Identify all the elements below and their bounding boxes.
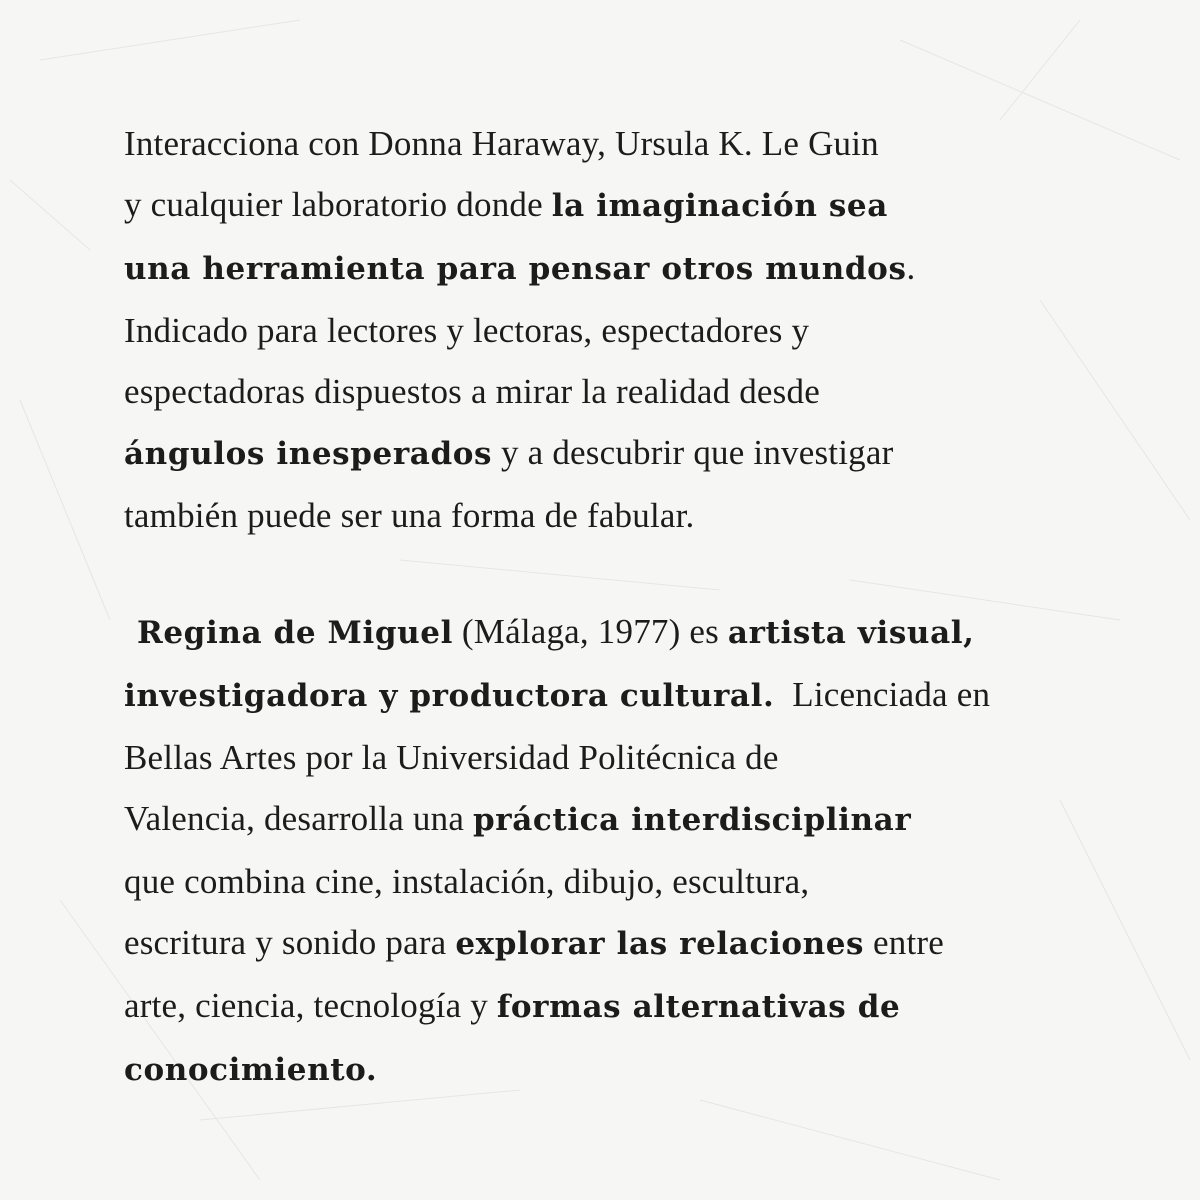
- text-line: [124, 727, 1024, 788]
- text-line: [124, 361, 1024, 422]
- text-line: [124, 1038, 1024, 1101]
- bold-text-run: una herramienta para pensar otros mundos: [124, 251, 907, 287]
- text-run: que combina cine, instalación, dibujo, escultura,: [124, 862, 810, 901]
- text-run: y a descubrir que investigar: [492, 433, 894, 472]
- bold-text-run: formas alternativas de: [496, 989, 901, 1025]
- text-line: [124, 912, 1024, 975]
- text-run: escritura y sonido para: [124, 923, 456, 962]
- text-run: Licenciada en: [774, 675, 991, 714]
- text-line: [124, 851, 1024, 912]
- text-run: arte, ciencia, tecnología y: [124, 986, 497, 1025]
- text-run: y cualquier laboratorio donde: [124, 185, 552, 224]
- text-run: Interacciona con Donna Haraway, Ursula K. Le Guin: [124, 124, 879, 163]
- text-line: [124, 174, 1024, 237]
- text-run: también puede ser una forma de fabular.: [124, 496, 695, 535]
- bold-text-run: conocimiento.: [124, 1052, 378, 1088]
- text-line: [124, 422, 1024, 485]
- bio-paragraph: [124, 601, 1024, 1101]
- text-line: [124, 237, 1024, 300]
- bold-text-run: explorar las relaciones: [455, 926, 865, 962]
- bold-text-run: investigadora y productora cultural.: [124, 678, 775, 714]
- bold-text-run: la imaginación sea: [551, 188, 888, 224]
- text-line: [124, 113, 1024, 174]
- bold-text-run: práctica interdisciplinar: [473, 802, 912, 838]
- text-run: Valencia, desarrolla una: [124, 799, 474, 838]
- bold-text-run: artista visual,: [727, 615, 975, 651]
- text-run: espectadoras dispuestos a mirar la realidad desde: [124, 372, 820, 411]
- text-line: [124, 485, 1024, 546]
- text-line: [124, 664, 1024, 727]
- artist-name: Regina de Miguel: [137, 615, 453, 651]
- text-run: .: [906, 248, 916, 287]
- text-line: [124, 788, 1024, 851]
- text-run: Indicado para lectores y lectoras, espectadores y: [124, 311, 810, 350]
- intro-paragraph: [124, 113, 1024, 546]
- bold-text-run: ángulos inesperados: [124, 436, 493, 472]
- text-run: Bellas Artes por la Universidad Politécnica de: [124, 738, 779, 777]
- text-line: [124, 300, 1024, 361]
- text-line: [124, 975, 1024, 1038]
- text-line: [124, 601, 1024, 664]
- text-run: (Málaga, 1977) es: [452, 612, 728, 651]
- text-run: entre: [864, 923, 945, 962]
